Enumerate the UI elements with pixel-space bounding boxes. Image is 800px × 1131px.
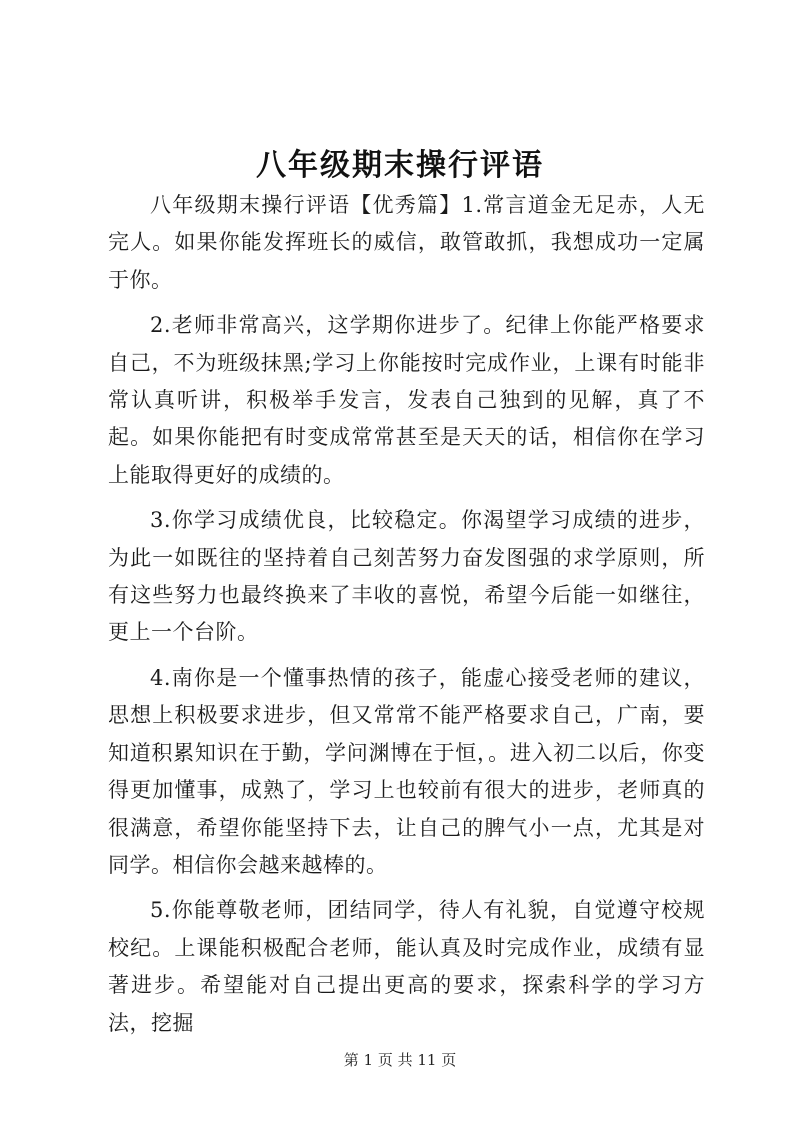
page-number-label: 第 1 页 共 11 页	[343, 1051, 457, 1069]
document-body	[108, 187, 705, 1050]
paragraph-5: 5.你能尊敬老师，团结同学，待人有礼貌，自觉遵守校规校纪。上课能积极配合老师，能认真及时完成作业，成绩有显著进步。希望能对自己提出更高的要求，探索科学的学习方法，挖掘	[108, 898, 705, 1035]
paragraph-4: 4.南你是一个懂事热情的孩子，能虚心接受老师的建议，思想上积极要求进步，但又常常不能严格要求自己，广南，要知道积累知识在于勤，学问渊博在于恒，。进入初二以后，你变得更加懂事，成熟了，学习上也较前有很大的进步，老师真的很满意，希望你能坚持下去，让自己的脾气小一点，尤其是对同学。相信你会越来越棒的。	[108, 665, 705, 877]
paragraph-3: 3.你学习成绩优良，比较稳定。你渴望学习成绩的进步，为此一如既往的坚持着自己刻苦努力奋发图强的求学原则，所有这些努力也最终换来了丰收的喜悦，希望今后能一如继往，更上一个台阶。	[108, 508, 705, 645]
paragraph-2: 2.老师非常高兴，这学期你进步了。纪律上你能严格要求自己，不为班级抹黑;学习上你能按时完成作业，上课有时能非常认真听讲，积极举手发言，发表自己独到的见解，真了不起。如果你能把有时变成常常甚至是天天的话，相信你在学习上能取得更好的成绩的。	[108, 313, 705, 487]
paragraph-1: 八年级期末操行评语【优秀篇】1.常言道金无足赤，人无完人。如果你能发挥班长的威信，敢管敢抓，我想成功一定属于你。	[108, 193, 705, 292]
document-title: 八年级期末操行评语	[256, 148, 544, 183]
page-footer	[0, 1049, 800, 1070]
